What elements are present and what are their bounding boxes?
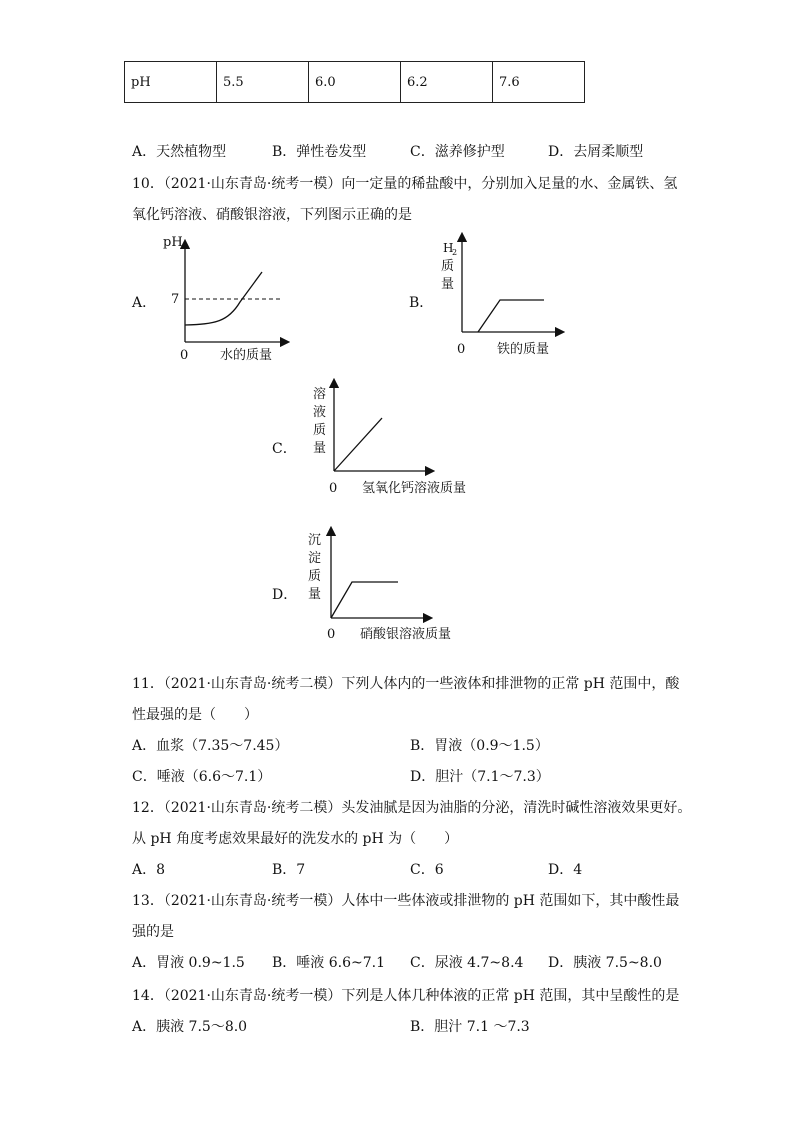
q13-option-c: C．尿液 4.7~8.4: [410, 955, 524, 971]
x-label: 氢氧化钙溶液质量: [362, 481, 467, 496]
q14-option-b: B．胆汁 7.1 ～7.3: [410, 1019, 530, 1035]
h2-line: [478, 300, 544, 332]
graph-b-label: B．: [409, 295, 434, 311]
q13-stem-line1: 13．（2021·山东青岛·统考一模）人体中一些体液或排泄物的 pH 范围如下，其中酸性最: [132, 893, 680, 909]
y-label-2: 液: [313, 405, 327, 420]
graph-a-label: A．: [132, 295, 157, 311]
y-label: pH: [163, 235, 183, 250]
q11-stem-line2: 性最强的是（ ）: [132, 707, 258, 723]
y-label-1: 沉: [308, 533, 322, 548]
q13-option-b: B．唾液 6.6~7.1: [272, 955, 385, 971]
y-label-3: 质: [313, 423, 327, 438]
table-cell: pH: [125, 62, 217, 103]
graph-b: [436, 232, 566, 364]
q13-stem-line2: 强的是: [132, 924, 174, 940]
y-label-1: 质: [441, 259, 455, 274]
q9-option-d: D．去屑柔顺型: [548, 144, 644, 160]
y-label-h: H: [443, 241, 454, 255]
q9-option-b: B．弹性卷发型: [272, 144, 367, 160]
q12-option-a: A．8: [132, 862, 166, 878]
precipitate-line: [331, 582, 398, 618]
origin: 0: [327, 627, 336, 642]
table-row: [125, 62, 585, 103]
q12-stem-line2: 从 pH 角度考虑效果最好的洗发水的 pH 为（ ）: [132, 831, 459, 847]
q9-option-c: C．滋养修护型: [410, 144, 505, 160]
mass-line: [334, 418, 382, 471]
q9-option-a: A．天然植物型: [132, 144, 227, 160]
q11-option-d: D．胆汁（7.1～7.3）: [410, 769, 550, 785]
table-cell: 5.5: [217, 62, 309, 103]
ph7-mark: 7: [171, 292, 180, 307]
q10-stem-line2: 氧化钙溶液、硝酸银溶液，下列图示正确的是: [132, 207, 412, 223]
y-label-3: 质: [308, 569, 322, 584]
y-label-sub: 2: [452, 248, 458, 257]
q12-option-b: B．7: [272, 862, 306, 878]
q14-option-a: A．胰液 7.5～8.0: [132, 1019, 248, 1035]
y-label-4: 量: [313, 441, 327, 456]
graph-a: [160, 232, 290, 364]
graph-d-label: D．: [272, 587, 298, 603]
graph-c-label: C．: [272, 441, 297, 457]
y-label-2: 量: [441, 277, 455, 292]
origin: 0: [457, 342, 466, 357]
x-label: 硝酸银溶液质量: [360, 627, 452, 642]
q12-option-d: D．4: [548, 862, 583, 878]
q12-stem-line1: 12．（2021·山东青岛·统考二模）头发油腻是因为油脂的分泌，清洗时碱性溶液效果更好。: [132, 800, 692, 816]
x-label: 铁的质量: [497, 342, 550, 357]
q12-option-c: C．6: [410, 862, 444, 878]
graph-c: [308, 378, 488, 500]
q13-option-a: A．胃液 0.9~1.5: [132, 955, 245, 971]
q11-option-b: B．胃液（0.9～1.5）: [410, 738, 549, 754]
origin: 0: [180, 348, 189, 363]
origin: 0: [329, 481, 338, 496]
q10-stem-line1: 10．（2021·山东青岛·统考一模）向一定量的稀盐酸中，分别加入足量的水、金属铁、氢: [132, 176, 678, 192]
y-label-2: 淀: [308, 551, 322, 566]
x-label: 水的质量: [220, 348, 273, 363]
ph-table: [124, 61, 585, 103]
graph-d: [306, 526, 476, 646]
q11-option-a: A．血浆（7.35～7.45）: [132, 738, 289, 754]
table-cell: 7.6: [493, 62, 585, 103]
table-cell: 6.2: [401, 62, 493, 103]
q14-stem-line1: 14．（2021·山东青岛·统考一模）下列是人体几种体液的正常 pH 范围，其中呈酸性的是: [132, 988, 680, 1004]
y-label-4: 量: [308, 587, 322, 602]
q13-option-d: D．胰液 7.5~8.0: [548, 955, 662, 971]
q11-stem-line1: 11．（2021·山东青岛·统考二模）下列人体内的一些液体和排泄物的正常 pH 范围中，酸: [132, 676, 680, 692]
y-label-1: 溶: [313, 387, 327, 402]
table-cell: 6.0: [309, 62, 401, 103]
q11-option-c: C．唾液（6.6～7.1）: [132, 769, 272, 785]
